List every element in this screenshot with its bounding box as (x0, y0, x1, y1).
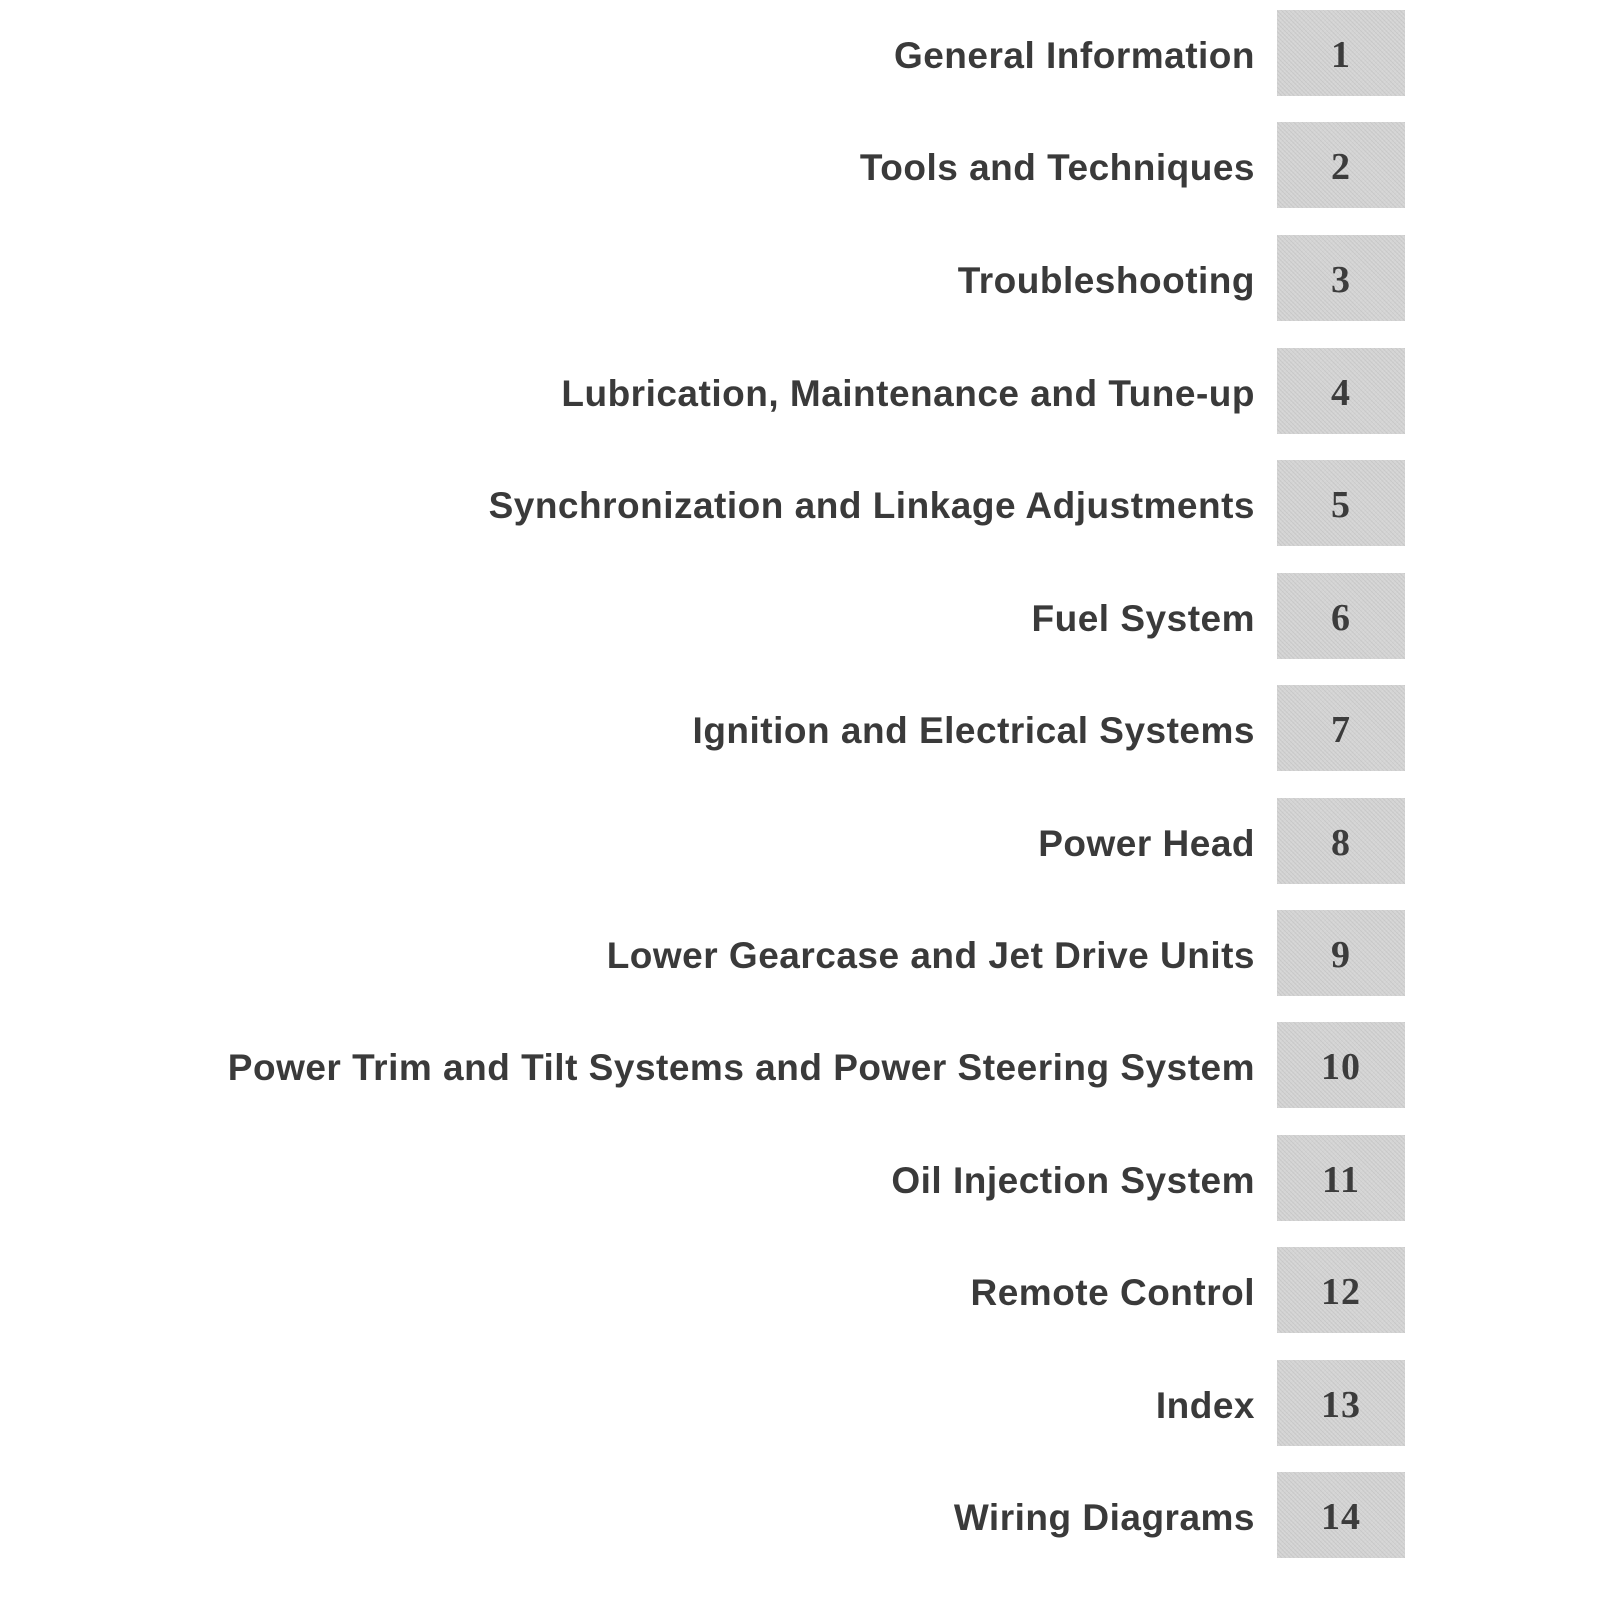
toc-entry-title: Lower Gearcase and Jet Drive Units (606, 935, 1255, 976)
chapter-tab[interactable] (1277, 798, 1405, 884)
toc-entry-general-information[interactable] (0, 10, 1440, 96)
chapter-tab[interactable] (1277, 10, 1405, 96)
chapter-number: 3 (1331, 259, 1351, 301)
chapter-tab[interactable] (1277, 1360, 1405, 1446)
chapter-tab[interactable] (1277, 685, 1405, 771)
toc-entry-fuel-system[interactable] (0, 573, 1440, 659)
toc-entry-title: Troubleshooting (957, 260, 1255, 301)
chapter-number: 10 (1321, 1046, 1361, 1088)
chapter-tab[interactable] (1277, 460, 1405, 546)
toc-entry-title: Fuel System (1031, 598, 1255, 639)
chapter-tab[interactable] (1277, 573, 1405, 659)
chapter-tab[interactable] (1277, 348, 1405, 434)
chapter-number: 6 (1331, 597, 1351, 639)
toc-entry-tools-and-techniques[interactable] (0, 122, 1440, 208)
chapter-number: 1 (1331, 34, 1351, 76)
chapter-tab[interactable] (1277, 235, 1405, 321)
toc-entry-title: General Information (893, 35, 1255, 76)
toc-entry-synchronization[interactable] (0, 460, 1440, 546)
toc-entry-title: Oil Injection System (891, 1160, 1255, 1201)
chapter-number: 13 (1321, 1384, 1361, 1426)
toc-entry-troubleshooting[interactable] (0, 235, 1440, 321)
toc-entry-title: Remote Control (970, 1272, 1255, 1313)
toc-entry-title: Index (1155, 1385, 1255, 1426)
toc-entry-title: Wiring Diagrams (953, 1497, 1255, 1538)
chapter-tab[interactable] (1277, 910, 1405, 996)
toc-entry-title: Power Head (1038, 823, 1255, 864)
chapter-number: 9 (1331, 934, 1351, 976)
chapter-tab[interactable] (1277, 122, 1405, 208)
chapter-number: 5 (1331, 484, 1351, 526)
toc-entry-oil-injection[interactable] (0, 1135, 1440, 1221)
toc-entry-power-trim[interactable] (0, 1022, 1440, 1108)
toc-entry-remote-control[interactable] (0, 1247, 1440, 1333)
chapter-number: 4 (1331, 372, 1351, 414)
toc-entry-title: Ignition and Electrical Systems (692, 710, 1255, 751)
chapter-number: 11 (1322, 1159, 1360, 1201)
toc-entry-title: Synchronization and Linkage Adjustments (488, 485, 1255, 526)
chapter-tab[interactable] (1277, 1022, 1405, 1108)
toc-entry-power-head[interactable] (0, 798, 1440, 884)
chapter-tab[interactable] (1277, 1472, 1405, 1558)
chapter-number: 7 (1331, 709, 1351, 751)
toc-entry-lower-gearcase[interactable] (0, 910, 1440, 996)
chapter-number: 8 (1331, 822, 1351, 864)
chapter-number: 2 (1331, 146, 1351, 188)
toc-entry-title: Tools and Techniques (859, 147, 1255, 188)
toc-entry-ignition[interactable] (0, 685, 1440, 771)
toc-entry-wiring-diagrams[interactable] (0, 1472, 1440, 1558)
toc-entry-title: Lubrication, Maintenance and Tune-up (561, 373, 1255, 414)
chapter-number: 12 (1321, 1271, 1361, 1313)
toc-entry-index[interactable] (0, 1360, 1440, 1446)
chapter-number: 14 (1321, 1496, 1361, 1538)
chapter-tab[interactable] (1277, 1135, 1405, 1221)
chapter-tab[interactable] (1277, 1247, 1405, 1333)
toc-entry-lubrication[interactable] (0, 348, 1440, 434)
toc-entry-title: Power Trim and Tilt Systems and Power Steering System (227, 1047, 1255, 1088)
